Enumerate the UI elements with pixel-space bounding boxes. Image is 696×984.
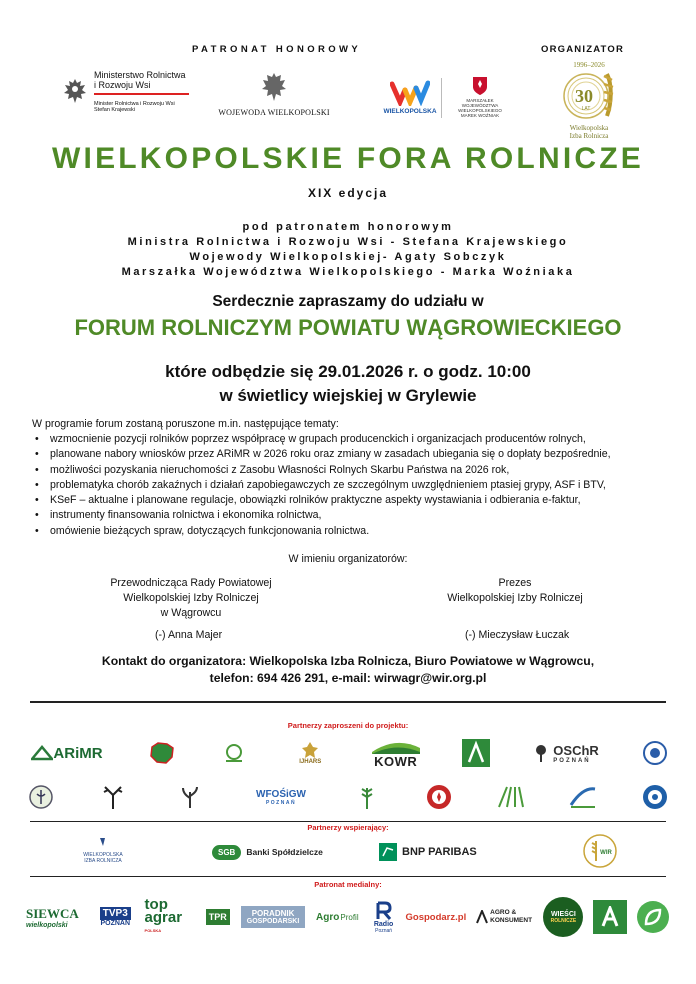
- leaf-circle-icon: [636, 900, 670, 934]
- wir-years: 1996–2026: [573, 61, 605, 69]
- event-date: które odbędzie się 29.01.2026 r. o godz. 10:00: [165, 362, 531, 381]
- odr-leaf-icon: [222, 742, 246, 764]
- event-location: w świetlicy wiejskiej w Grylewie: [219, 386, 477, 405]
- polish-eagle-icon: [62, 77, 88, 107]
- ijhars-logo: IJHARS: [290, 741, 330, 765]
- marshal-logo: [458, 76, 502, 118]
- contact-line-2[interactable]: telefon: 694 426 291, e-mail: wirwagr@wir.org.pl: [209, 671, 487, 685]
- on-behalf-label: W imieniu organizatorów:: [288, 553, 408, 565]
- wheat-icon: [356, 784, 378, 810]
- patronage-line-3: Wojewody Wielkopolskiej- Agaty Sobczyk: [189, 251, 507, 263]
- signatory-right-name: (-) Mieczysław Łuczak: [465, 629, 570, 641]
- ak-arrow-icon: [476, 910, 488, 924]
- radio-poznan-logo: Radio Poznań: [370, 901, 398, 934]
- bnp-stars-icon: [378, 842, 398, 862]
- list-item: • omówienie bieżących spraw, dotyczących funkcjonowania rolnictwa.: [50, 524, 680, 539]
- oschr-logo: OSChR POZNAŃ: [531, 743, 601, 764]
- svg-text:IZBA ROLNICZA: IZBA ROLNICZA: [84, 858, 122, 864]
- wheat-ring-icon: [552, 58, 626, 122]
- signatory-left-title: Przewodnicząca Rady Powiatowej Wielkopolskiej Izby Rolniczej w Wągrowcu: [110, 577, 272, 619]
- wlkp-izba-logo: [72, 834, 134, 868]
- ministry-redline: [94, 93, 189, 95]
- red-seal-icon: [425, 783, 453, 811]
- siewca-logo: SIEWCA wielkopolski: [26, 905, 79, 929]
- patronage-line-4: Marszałka Województwa Wielkopolskiego - Marka Woźniaka: [121, 266, 575, 278]
- patronat-label: PATRONAT HONOROWY: [192, 44, 362, 55]
- arimr-logo: ARiMR: [26, 745, 108, 762]
- partners-row-2: [26, 780, 670, 814]
- poradnik-logo: PORADNIK GOSPODARSKI: [241, 906, 305, 928]
- shield-icon: [472, 76, 488, 96]
- blue-seal-logo: [640, 783, 670, 811]
- list-item: • możliwości pozyskania nieruchomości z Zasobu Własności Rolnych Skarbu Państwa na 2026 rok,: [50, 463, 680, 478]
- wfosigw-logo: WFOŚiGW POZNAŃ: [256, 788, 306, 806]
- marshal-text: MARSZAŁEK WOJEWÓDZTWA WIELKOPOLSKIEGO MAREK WOŹNIAK: [458, 98, 502, 118]
- round-seal-logo: [640, 740, 670, 766]
- list-item: • KSeF – aktualne i planowane regulacje, obowiązki rolników praktyczne aspekty wystawiania i odbierania e-faktur,: [50, 493, 680, 508]
- radio-r-icon: [374, 901, 394, 921]
- arimr-arrow-icon: [31, 745, 53, 761]
- blue-seal-icon: [641, 783, 669, 811]
- vet-seal-icon: [28, 784, 54, 810]
- divider: [30, 876, 666, 877]
- tpr-logo: TPR: [204, 909, 232, 925]
- logo-divider: [441, 78, 442, 118]
- gospodarz-logo: Gospodarz.pl: [405, 911, 467, 923]
- tvp3-logo: TVP3 POZNAŃ: [100, 908, 131, 927]
- wir-30-years-logo: [552, 58, 626, 146]
- list-item: • problematyka chorób zakaźnych i działań zapobiegawczych ze szczególnym uwzględnieniem ptasiej grypy, ASF i BTV,: [50, 478, 680, 493]
- oschr-plant-icon: [532, 743, 550, 763]
- wir-lat: LAT: [581, 106, 591, 112]
- deer-antlers-icon: [99, 783, 127, 811]
- program-intro: W programie forum zostaną poruszone m.in. następujące tematy:: [32, 418, 339, 430]
- list-item: • planowane nabory wniosków przez ARiMR w 2026 roku oraz zmiany w zasadach ubiegania się o dopłaty bezpośrednie,: [50, 447, 680, 462]
- road-logo: [568, 785, 598, 809]
- a-letter-icon: [599, 906, 621, 928]
- wir-badge-logo: [580, 833, 620, 869]
- plant-icon: [177, 784, 203, 810]
- invite-text: Serdecznie zapraszamy do udziału w: [212, 293, 484, 310]
- voivode-logo: WOJEWODA WIELKOPOLSKI: [218, 72, 330, 117]
- wielkopolska-logo: WIELKOPOLSKA: [386, 80, 434, 115]
- agro-konsument-logo: AGRO & KONSUMENT: [474, 909, 534, 925]
- ijhars-crest-icon: [301, 741, 319, 759]
- kowr-fields-icon: [372, 738, 420, 754]
- list-item: • wzmocnienie pozycji rolników poprzez współpracę w grupach producenckich i organizacjach producentów rolnych,: [50, 432, 680, 447]
- forum-name: FORUM ROLNICZYM POWIATU WĄGROWIECKIEGO: [74, 315, 622, 340]
- wiesci-rolnicze-logo: WIEŚCI ROLNICZE: [543, 897, 583, 937]
- main-title: WIELKOPOLSKIE FORA ROLNICZE: [52, 142, 644, 175]
- signatory-left-name: (-) Anna Majer: [155, 629, 223, 641]
- odr-logo: [217, 742, 251, 764]
- ministry-logo: [62, 70, 212, 114]
- kowr-logo: KOWR: [370, 738, 422, 769]
- fields-icon: [497, 785, 525, 809]
- podr-logo: [352, 784, 382, 810]
- road-icon: [569, 785, 597, 809]
- wir-badge-icon: [582, 833, 618, 869]
- agro-profil-logo: Agro Profil: [316, 911, 359, 923]
- fields-logo: [496, 785, 526, 809]
- divider: [30, 821, 666, 822]
- media-row: [26, 896, 670, 938]
- agri-partner-logo: [461, 738, 491, 768]
- vet-logo: [26, 784, 56, 810]
- svg-text:WIR: WIR: [600, 850, 612, 856]
- contact-line-1: Kontakt do organizatora: Wielkopolska Izba Rolnicza, Biuro Powiatowe w Wągrowcu,: [101, 654, 595, 668]
- top-agrar-logo: top agrar POLSKA: [144, 895, 183, 933]
- wielkopolska-w-icon: [390, 80, 430, 106]
- organizer-label: ORGANIZATOR: [541, 44, 625, 55]
- ministry-name: Ministerstwo Rolnictwa i Rozwoju Wsi Minister Rolnictwa i Rozwoju Wsi Stefan Krajewski: [94, 70, 189, 114]
- patronage-line-2: Ministra Rolnictwa i Rozwoju Wsi - Stefana Krajewskiego: [127, 236, 569, 248]
- wir-name: Wielkopolska Izba Rolnicza: [569, 124, 609, 140]
- media-label: Patronat medialny:: [314, 880, 382, 889]
- cdr-logo: [147, 741, 177, 765]
- seal-icon: [642, 740, 668, 766]
- sgb-logo: SGB Banki Spółdzielcze: [212, 840, 323, 864]
- eagle-crest-icon: [261, 72, 287, 104]
- leaf-brand-logo: [636, 900, 670, 934]
- partners-invited-label: Partnerzy zaproszeni do projektu:: [287, 721, 409, 730]
- a-brand-logo: [593, 900, 627, 934]
- partners-supporting-label: Partnerzy wspierający:: [307, 823, 389, 832]
- topics-list: [50, 432, 680, 539]
- edition: XIX edycja: [307, 186, 389, 200]
- partners-row-1: [26, 736, 670, 770]
- hunting-logo: [98, 783, 128, 811]
- wlkp-izba-icon: [72, 834, 134, 868]
- plant-institute-logo: [170, 784, 210, 810]
- list-item: • instrumenty finansowania rolnictwa i ekonomika rolnictwa,: [50, 508, 680, 523]
- svg-text:WIELKOPOLSKA: WIELKOPOLSKA: [83, 852, 123, 858]
- poland-map-icon: [149, 741, 175, 765]
- signatory-right-title: Prezes Wielkopolskiej Izby Rolniczej: [447, 577, 583, 604]
- bnp-paribas-logo: BNP PARIBAS: [378, 840, 477, 864]
- wir-30: 30: [575, 86, 593, 106]
- divider: [30, 701, 666, 703]
- wheat-hand-icon: [461, 738, 491, 768]
- inspection-logo: [424, 783, 454, 811]
- patronage-line-1: pod patronatem honorowym: [242, 221, 454, 233]
